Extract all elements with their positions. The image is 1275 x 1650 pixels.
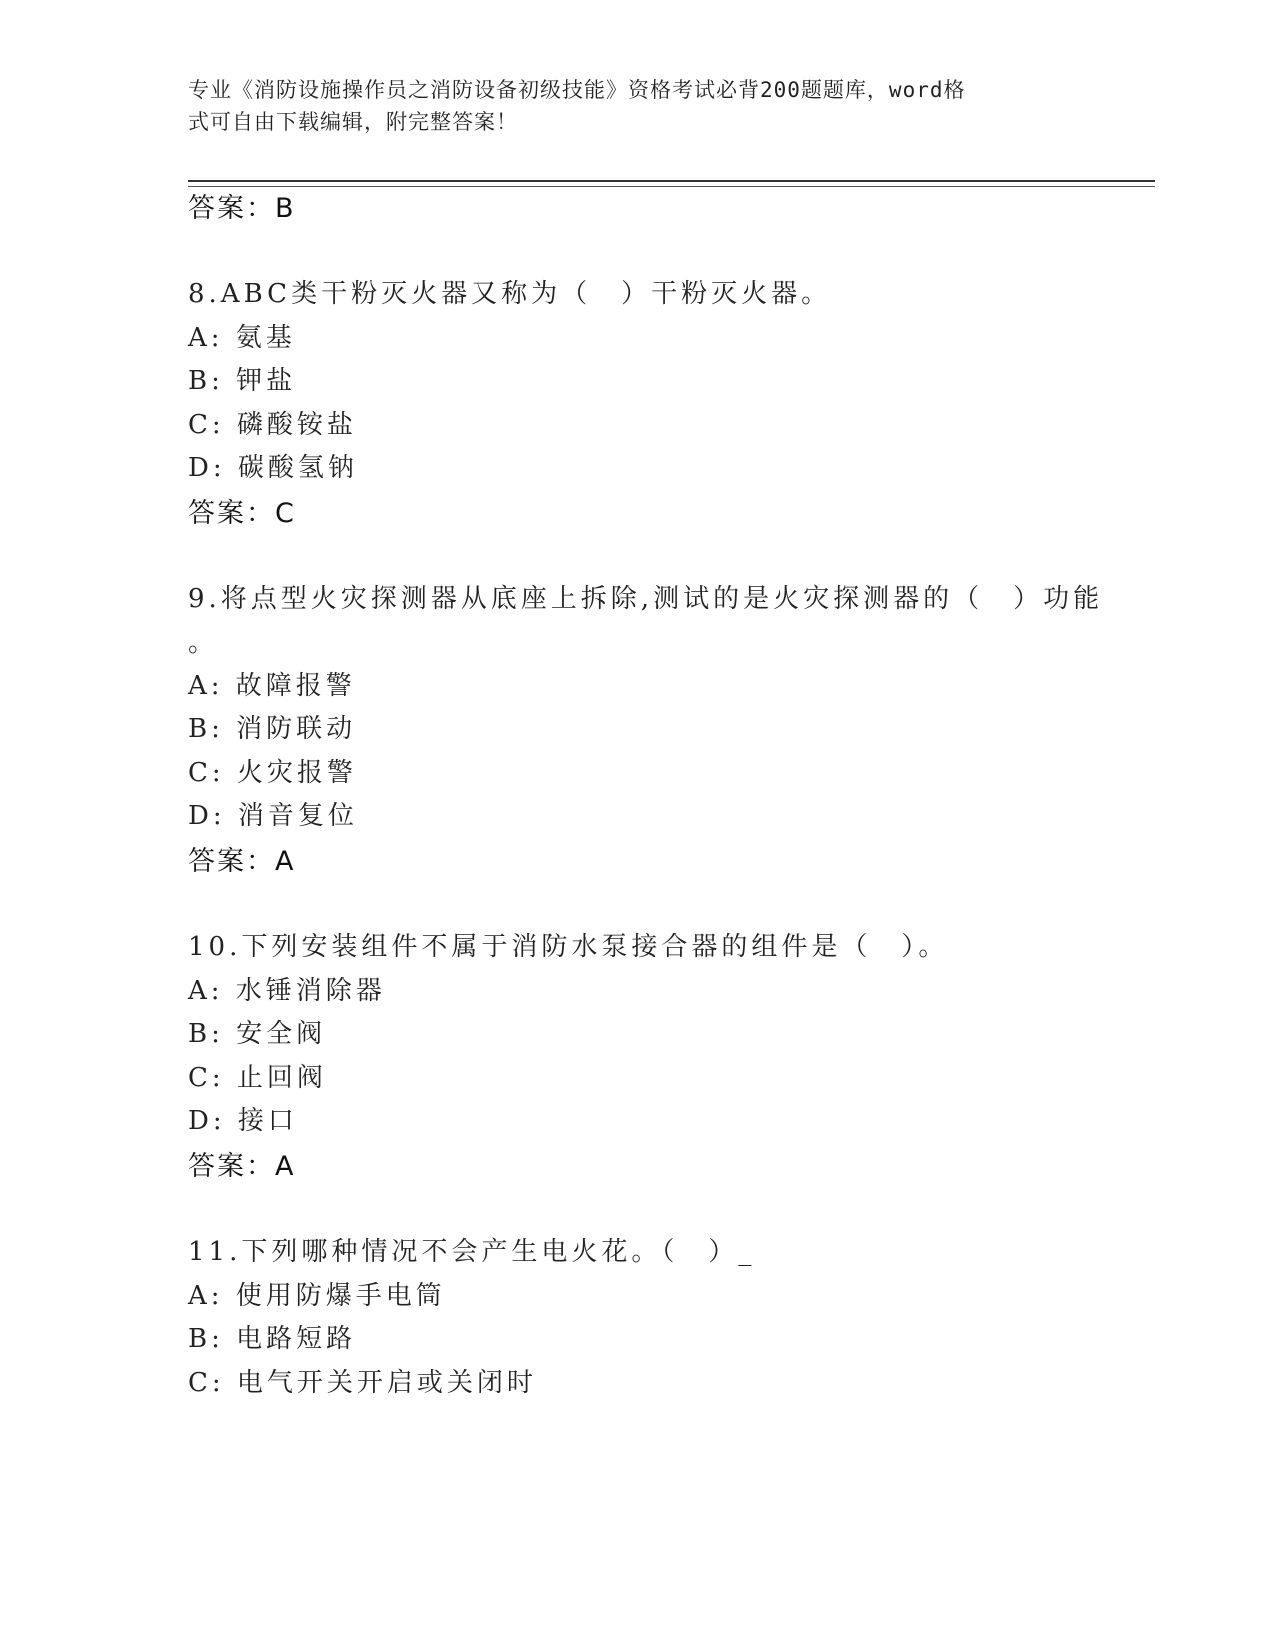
question-10-answer: 答案：A: [188, 1151, 296, 1182]
header-line-1: 专业《消防设施操作员之消防设备初级技能》资格考试必背200题题库，word格: [188, 78, 966, 102]
question-10-stem: 10.下列安装组件不属于消防水泵接合器的组件是（ ）。: [188, 932, 949, 962]
question-11-option-c: C: 电气开关开启或关闭时: [188, 1368, 537, 1398]
document-header: [188, 74, 1068, 138]
question-9-option-b: B: 消防联动: [188, 714, 357, 744]
question-8-answer: 答案：C: [188, 498, 296, 529]
question-10-option-c: C: 止回阀: [188, 1063, 327, 1093]
question-8-option-c: C: 磷酸铵盐: [188, 410, 357, 440]
question-8-option-a: A: 氨基: [188, 323, 296, 353]
question-8-option-d: D: 碳酸氢钠: [188, 453, 358, 483]
question-9-stem: 9.将点型火灾探测器从底座上拆除,测试的是火灾探测器的（ ）功能: [188, 584, 1104, 614]
question-9-answer: 答案：A: [188, 846, 296, 877]
question-11-option-a: A: 使用防爆手电筒: [188, 1281, 446, 1311]
header-line-2: 式可自由下载编辑，附完整答案！: [188, 110, 518, 134]
question-11-stem: 11.下列哪种情况不会产生电火花。（ ）_: [188, 1237, 756, 1267]
answer-prev: 答案：B: [188, 193, 296, 224]
question-10-option-b: B: 安全阀: [188, 1019, 327, 1049]
question-11-option-b: B: 电路短路: [188, 1324, 357, 1354]
header-divider: [188, 180, 1155, 182]
question-9-option-c: C: 火灾报警: [188, 758, 357, 788]
question-10-option-a: A: 水锤消除器: [188, 976, 386, 1006]
question-10-option-d: D: 接口: [188, 1106, 298, 1136]
question-8-stem: 8.ABC类干粉灭火器又称为（ ）干粉灭火器。: [188, 279, 832, 309]
question-9-option-d: D: 消音复位: [188, 801, 358, 831]
question-8-option-b: B: 钾盐: [188, 366, 297, 396]
header-divider-thin: [188, 186, 1155, 187]
question-9-option-a: A: 故障报警: [188, 671, 356, 701]
question-9-stem-continued: 。: [188, 628, 219, 658]
